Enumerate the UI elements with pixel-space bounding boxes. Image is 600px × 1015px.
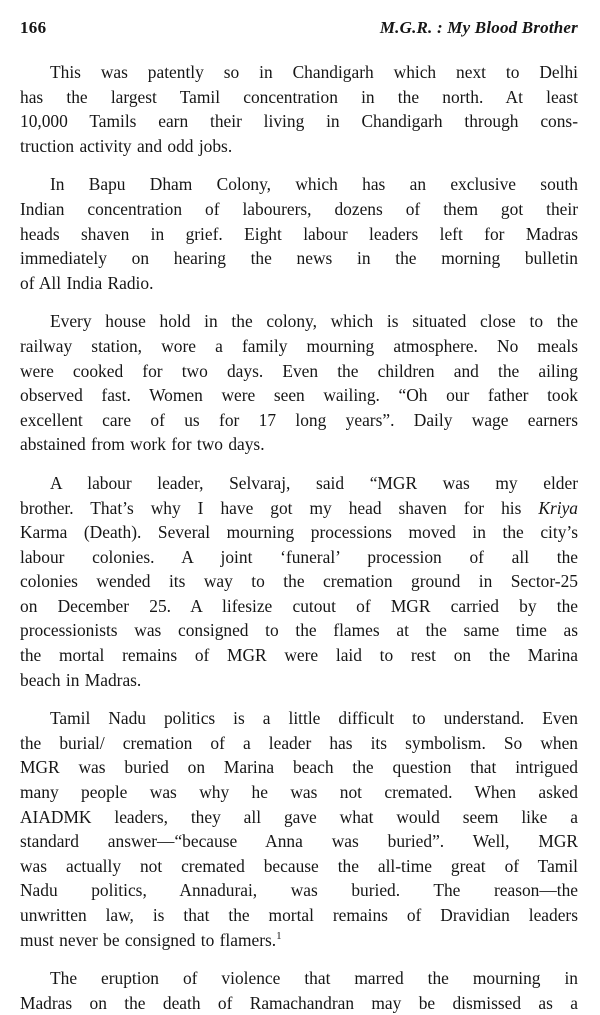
text-line: was actually not cremated because the all-time great of Tamil <box>20 855 578 876</box>
text-line: AIADMK leaders, they all gave what would seem like a <box>20 806 578 827</box>
text-line: were cooked for two days. Even the children and the ailing <box>20 360 578 381</box>
paragraph-4 <box>20 471 578 692</box>
text-line: 10,000 Tamils earn their living in Chandigarh through cons- <box>20 111 578 132</box>
text-line: Tamil Nadu politics is a little difficult to understand. Even <box>50 708 578 729</box>
text-segment: must never be consigned to flamers. <box>20 929 277 950</box>
text-line: standard answer—“because Anna was buried”. Well, MGR <box>20 831 578 852</box>
running-head <box>20 18 578 48</box>
text-line: colonies wended its way to the cremation ground in Sector-25 <box>20 571 578 592</box>
text-line: truction activity and odd jobs. <box>20 135 233 156</box>
text-line: unwritten law, is that the mortal remains of Dravidian leaders <box>20 905 578 925</box>
text-line: many people was why he was not cremated. When asked <box>20 782 578 803</box>
text-line: The eruption of violence that marred the mourning in <box>50 968 578 989</box>
text-line: the mortal remains of MGR were laid to rest on the Marina <box>20 645 578 666</box>
text-segment: brother. That’s why I have got my head shaven for his <box>20 497 522 518</box>
text-line: A labour leader, Selvaraj, said “MGR was my elder <box>50 472 578 493</box>
text-line: beach in Madras. <box>20 669 142 690</box>
text-line: observed fast. Women were seen wailing. “Oh our father took <box>20 385 578 406</box>
text-line: excellent care of us for 17 long years”. Daily wage earners <box>20 409 578 430</box>
page-number: 166 <box>20 18 47 37</box>
paragraph-2 <box>20 172 578 295</box>
text-line: heads shaven in grief. Eight labour leaders left for Madras <box>20 223 578 244</box>
text-line: In Bapu Dham Colony, which has an exclusive south <box>50 174 578 195</box>
italic-term: Kriya <box>538 497 578 518</box>
paragraph-3 <box>20 309 578 457</box>
text-line: MGR was buried on Marina beach the question that intrigued <box>20 757 578 778</box>
text-line: the burial/ cremation of a leader has its symbolism. So when <box>20 732 578 753</box>
text-line-with-footnote <box>20 928 578 953</box>
footnote-marker: 1 <box>276 929 282 942</box>
text-line: Every house hold in the colony, which is situated close to the <box>50 311 578 332</box>
text-line: railway station, wore a family mourning atmosphere. No meals <box>20 335 578 356</box>
book-title: M.G.R. : My Blood Brother <box>379 18 578 37</box>
text-line: Indian concentration of labourers, dozens of them got their <box>20 198 578 219</box>
paragraph-6 <box>20 966 578 1015</box>
text-line: has the largest Tamil concentration in the north. At least <box>20 86 578 107</box>
text-line: Karma (Death). Several mourning processions moved in the city’s <box>20 522 578 543</box>
text-line: immediately on hearing the news in the morning bulletin <box>20 248 578 269</box>
text-line: processionists was consigned to the flames at the same time as <box>20 620 578 641</box>
text-line: on December 25. A lifesize cutout of MGR carried by the <box>20 595 578 616</box>
text-line: of All India Radio. <box>20 272 154 293</box>
text-line: This was patently so in Chandigarh which next to Delhi <box>50 62 578 82</box>
text-line: Madras on the death of Ramachandran may be dismissed as a <box>20 992 578 1013</box>
paragraph-5 <box>20 706 578 952</box>
text-line: labour colonies. A joint ‘funeral’ procession of all the <box>20 546 578 567</box>
text-line-with-italic <box>20 496 578 521</box>
text-line: Nadu politics, Annadurai, was buried. The reason—the <box>20 880 578 901</box>
paragraph-1 <box>20 60 578 158</box>
text-line: abstained from work for two days. <box>20 434 265 455</box>
